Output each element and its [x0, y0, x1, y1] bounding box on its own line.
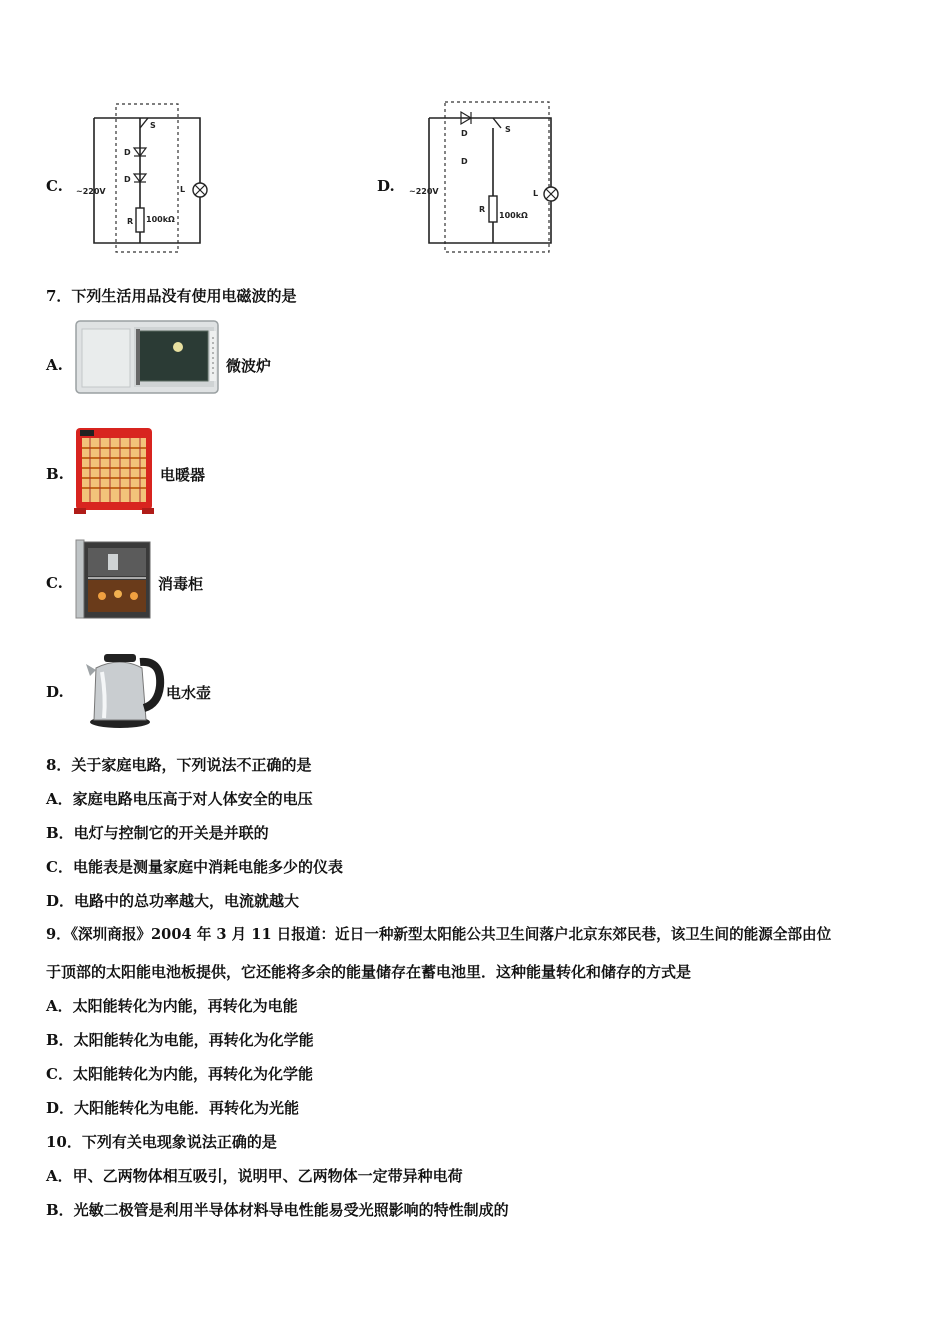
question-9-stem-line2: 于顶部的太阳能电池板提供，它还能将多余的能量储存在蓄电池里．这种能量转化和储存的方式是 — [46, 963, 692, 981]
microwave-icon — [74, 317, 224, 401]
q7-option-c-label: 消毒柜 — [158, 575, 204, 593]
diode-label-2: D — [461, 157, 468, 166]
q7-option-b-label: 电暖器 — [160, 466, 206, 484]
switch-label: S — [150, 121, 156, 130]
resistor-label: R — [127, 217, 134, 226]
question-9-stem-line1: 9．《深圳商报》2004 年 3 月 11 日报道：近日一种新型太阳能公共卫生间落户北京东郊民巷，该卫生间的能源全部由位 — [46, 926, 832, 943]
q9-option-d: D．大阳能转化为电能．再转化为光能 — [46, 1099, 300, 1117]
q8-option-c: C．电能表是测量家庭中消耗电能多少的仪表 — [46, 858, 343, 876]
q7-option-b-letter: B. — [46, 465, 64, 483]
q7-option-c-letter: C. — [46, 574, 63, 592]
cabinet-icon — [72, 538, 156, 622]
resistance-value: 100kΩ — [499, 211, 528, 220]
kettle-icon — [84, 646, 164, 730]
resistance-value: 100kΩ — [146, 215, 175, 224]
circuit-diagram-c — [76, 98, 215, 258]
option-letter-c: C. — [46, 177, 63, 195]
q8-option-b: B．电灯与控制它的开关是并联的 — [46, 824, 269, 842]
q9-option-a: A．太阳能转化为内能，再转化为电能 — [46, 997, 298, 1015]
q8-option-a: A．家庭电路电压高于对人体安全的电压 — [46, 790, 313, 808]
lamp-label: L — [533, 189, 539, 198]
q9-option-c: C．太阳能转化为内能，再转化为化学能 — [46, 1065, 313, 1083]
q10-option-a: A．甲、乙两物体相互吸引，说明甲、乙两物体一定带异种电荷 — [46, 1167, 463, 1185]
q10-option-b: B．光敏二极管是利用半导体材料导电性能易受光照影响的特性制成的 — [46, 1201, 509, 1219]
q7-option-a-letter: A. — [46, 356, 63, 374]
question-10-stem: 10．下列有关电现象说法正确的是 — [46, 1133, 277, 1151]
option-letter-d: D. — [377, 177, 395, 195]
voltage-label: ~220V — [409, 187, 439, 196]
heater-icon — [70, 424, 160, 516]
diode-label-1: D — [124, 148, 131, 157]
diode-label-1: D — [461, 129, 468, 138]
question-7-stem: 7．下列生活用品没有使用电磁波的是 — [46, 287, 297, 305]
q8-option-d: D．电路中的总功率越大，电流就越大 — [46, 892, 300, 910]
q7-option-a-label: 微波炉 — [226, 357, 272, 375]
resistor-label: R — [479, 205, 486, 214]
q9-option-b: B．太阳能转化为电能，再转化为化学能 — [46, 1031, 314, 1049]
diode-label-2: D — [124, 175, 131, 184]
circuit-diagram-d — [405, 98, 565, 258]
switch-label: S — [505, 125, 511, 134]
lamp-label: L — [180, 185, 186, 194]
q7-option-d-letter: D. — [46, 683, 64, 701]
question-8-stem: 8．关于家庭电路，下列说法不正确的是 — [46, 756, 312, 774]
q7-option-d-label: 电水壶 — [166, 684, 212, 702]
voltage-label: ~220V — [76, 187, 106, 196]
